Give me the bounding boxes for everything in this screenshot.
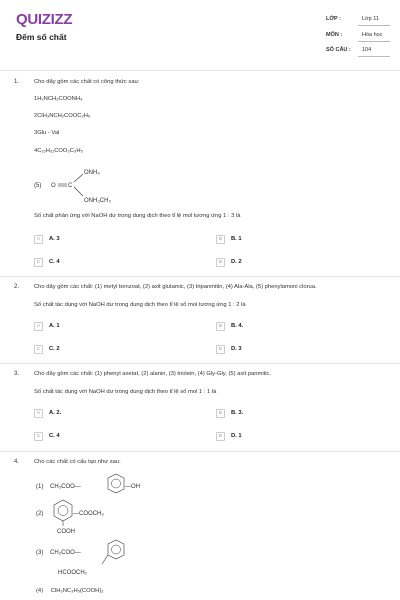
option-d-marker: D [216,432,225,441]
question-divider [0,363,400,364]
option-a-marker: A [34,322,43,331]
option-b-marker: B [216,409,225,418]
structure-3-bottom-group: HCOOCH₂ [58,570,87,576]
question-4-structure-4 [36,588,104,594]
question-divider [0,276,400,277]
benzene-ring-icon [108,474,124,493]
class-underline [358,25,390,26]
question-4-structure-3 [36,540,156,580]
class-value: Lớp 11 [362,16,379,22]
question-1-option-b[interactable] [216,233,242,245]
option-b-text: B. 1 [231,236,242,242]
bond-up [74,174,83,182]
question-divider [0,451,400,452]
option-c-text: C. 2 [49,346,60,352]
question-2-prompt: Số chất tác dụng với NaOH dư trong dung dịch theo tỉ lệ số mol tương ứng 1 : 2 là [34,302,246,308]
benzene-ring-circle [58,506,68,516]
option-b-marker: B [216,235,225,244]
question-3-number: 3. [14,371,20,377]
option-b-text: B. 3. [231,410,244,416]
worksheet-header [0,0,400,70]
structure-1-prefix: (1) [36,484,44,490]
question-3-text: Cho dãy gồm các chất: (1) phenyl axetat, (2) alanin, (3) triolein, (4) Gly-Gly, (5) axit panmitic. [34,371,272,377]
option-a-text: A. 2. [49,410,62,416]
question-1-text: Cho dãy gồm các chất có công thức sau: [34,79,140,85]
question-3-option-c[interactable] [34,430,60,442]
structure-2-prefix: (2) [36,511,44,517]
subject-value: Hóa học [362,32,383,38]
question-count-label: SỐ CÂU : [326,47,351,53]
option-c-text: C. 4 [49,433,60,439]
question-1-formula-4: 4C₁₅H₃₁COO₃C₃H₅ [34,148,83,154]
option-d-text: D. 2 [231,259,242,265]
structure-4-prefix: (4) [36,588,44,594]
structure-5-bottom-group: ONH₃CH₃ [84,198,111,204]
question-4-number: 4. [14,459,20,465]
structure-5-carbon: C [68,183,73,189]
question-1-formula-1: 1H₂NCH₂COONH₄ [34,96,83,102]
question-4-text: Cho các chất có cấu tạo như sau: [34,459,121,465]
question-count-value: 104 [362,47,372,53]
bond-down [74,187,83,196]
option-b-marker: B [216,322,225,331]
option-a-text: A. 3 [49,236,60,242]
structure-5-prefix: (5) [34,183,42,189]
option-a-marker: A [34,409,43,418]
question-1-formula-2: 2ClH₃NCH₂COOC₂H₅ [34,113,91,119]
question-2-option-c[interactable] [34,343,60,355]
question-1-prompt: Số chất phản ứng với NaOH dư trong dung dịch theo tỉ lệ mol tương ứng 1 : 3 là [34,213,241,219]
structure-2-bottom-group: COOH [57,529,75,535]
option-d-text: D. 1 [231,433,242,439]
question-1-option-d[interactable] [216,256,242,268]
question-3-option-b[interactable] [216,407,243,419]
question-2-text: Cho dãy gồm các chất: (1) metyl benzoat, (2) axit glutamic, (3) tripanmitin, (4) Ala-Ala, (5) phenylamoni clorua. [34,284,317,290]
question-2-option-d[interactable] [216,343,242,355]
question-3-option-a[interactable] [34,407,61,419]
question-1-option-a[interactable] [34,233,60,245]
option-c-marker: C [34,345,43,354]
option-c-marker: C [34,432,43,441]
class-label: LỚP : [326,16,341,22]
benzene-ring-icon [108,540,124,559]
question-2-option-b[interactable] [216,320,243,332]
benzene-ring-icon [54,500,72,521]
option-c-marker: C [34,258,43,267]
question-3-prompt: Số chất tác dụng với NaOH dư trong dung dịch theo tỉ lệ số mol 1 : 1 là [34,389,217,395]
question-1-number: 1. [14,79,20,85]
option-b-text: B. 4. [231,323,244,329]
question-3-option-d[interactable] [216,430,242,442]
structure-5-top-group: ONH₄ [84,170,100,176]
option-c-text: C. 4 [49,259,60,265]
option-a-text: A. 1 [49,323,60,329]
quizizz-logo: QUIZIZZ [16,11,73,28]
subject-label: MÔN : [326,32,343,38]
question-4-structure-2 [36,499,156,535]
question-2-number: 2. [14,284,20,290]
option-a-marker: A [34,235,43,244]
question-1-option-c[interactable] [34,256,60,268]
subject-underline [358,41,390,42]
header-divider [0,70,400,71]
structure-3-left-group: CH₃COO— [50,550,81,556]
question-count-underline [358,56,390,57]
structure-1-left-group: CH₃COO— [50,484,81,490]
structure-5-oxygen: O [51,183,56,189]
benzene-ring-circle [112,479,121,488]
structure-3-prefix: (3) [36,550,44,556]
bond-down [102,555,108,564]
question-2-option-a[interactable] [34,320,60,332]
structure-4-formula: ClH₃NC₃H₅(COOH)₂ [50,588,104,594]
benzene-ring-circle [112,545,121,554]
structure-1-right-group: —OH [125,484,140,490]
question-1-structure-5 [34,165,154,207]
structure-2-right-group: —COOCH₃ [73,511,104,517]
option-d-text: D. 3 [231,346,242,352]
page-title: Đếm số chất [16,32,67,42]
question-4-structure-1 [36,474,156,496]
question-1-formula-3: 3Glu - Val [34,130,60,136]
option-d-marker: D [216,258,225,267]
option-d-marker: D [216,345,225,354]
